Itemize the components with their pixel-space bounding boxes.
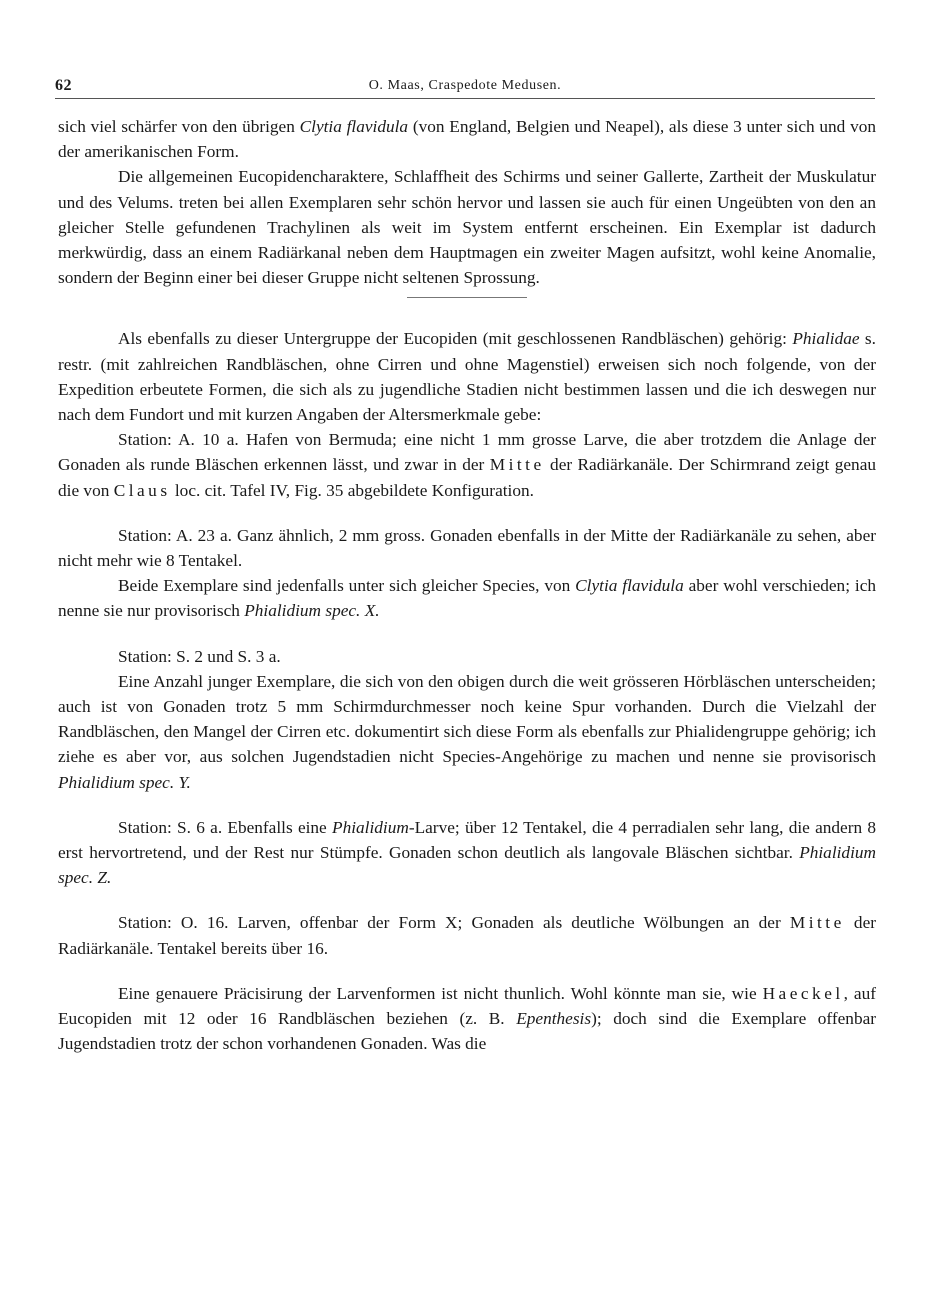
text-run: der Radiärkanäle. Der Schirmrand zeigt genau die von: [58, 455, 877, 500]
paragraph-3: [58, 326, 876, 427]
text-run: loc. cit. Tafel IV, Fig. 35 abgebildete Konfiguration.: [170, 480, 534, 500]
text-run: Eine Anzahl junger Exemplare, die sich von den obigen durch die weit grösseren Hörbläschen unterscheiden; auch ist von Gonaden trotz 5 mm Schirmdurchmesser noch keine Spur vorhanden. Durch die Vielzahl der Randbläschen, den Mangel der Cirren etc. dokumentirt sich diese Form als ebenfalls zur Phialidengruppe gehörig; ich ziehe es aber vor, aus solchen Jugendstadien nicht Species-Angehörige zu machen und nenne sie provisorisch: [58, 671, 876, 767]
spaced-emphasis: Mitte: [789, 913, 845, 933]
paragraph-4: [58, 427, 876, 503]
paragraph-2: Die allgemeinen Eucopidencharaktere, Schlaffheit des Schirms und seiner Gallerte, Zartheit der Muskulatur und des Velums. treten bei allen Exemplaren sehr schön hervor und lassen sie auch für einen Ungeübten von den an gleicher Stelle gefundenen Trachylinen als weit im System entfernt erscheinen. Ein Exemplar ist dadurch merkwürdig, dass an einem Radiärkanal neben dem Hauptmagen ein zweiter Magen aufsitzt, wohl keine Anomalie, sondern der Beginn einer bei dieser Gruppe nicht seltenen Sprossung.: [58, 167, 876, 288]
paragraph-6: [58, 573, 876, 623]
text-run: s. restr. (mit zahlreichen Randbläschen, ohne Cirren und ohne Magenstiel) erweisen sich noch folgende, von der Expedition erbeutete Formen, die sich als zu jugendliche Stadien nicht bestimmen lassen und die ich deswegen nur nach dem Fundort und mit kurzen Angaben der Altersmerkmale gebe:: [58, 329, 876, 425]
page-header: [55, 77, 875, 97]
species-name: Clytia flavidula: [575, 576, 684, 596]
paragraph-5: Station: A. 23 a. Ganz ähnlich, 2 mm gross. Gonaden ebenfalls in der Mitte der Radiärkanäle zu sehen, aber nicht mehr wie 8 Tentakel.: [58, 525, 876, 571]
text-run: sich viel schärfer von den übrigen: [58, 117, 300, 136]
header-rule: [55, 98, 875, 99]
genus-name: Epenthesis: [516, 1009, 592, 1029]
text-run: ); doch sind die Exemplare offenbar Jugendstadien trotz der schon vorhandenen Gonaden. Was die: [58, 1009, 877, 1054]
body-text: [58, 114, 876, 1057]
paragraph-8: [58, 669, 876, 795]
species-name: Phialidium spec. Y.: [58, 772, 191, 792]
text-run: aber wohl verschieden; ich nenne sie nur provisorisch: [58, 576, 877, 621]
section-divider: [407, 297, 527, 298]
page-number: 62: [55, 77, 72, 94]
genus-name: Phialidium: [332, 817, 409, 837]
text-run: Station: O. 16. Larven, offenbar der Form X; Gonaden als deutliche Wölbungen an der: [118, 913, 790, 933]
species-name: Clytia flavidula: [299, 117, 409, 136]
text-run: der Radiärkanäle. Tentakel bereits über 16.: [58, 913, 876, 958]
text-run: , auf Eucopiden mit 12 oder 16 Randbläschen beziehen (z. B.: [58, 983, 876, 1029]
species-name: Phialidium spec. Z.: [58, 843, 876, 888]
text-run: Eine genauere Präcisirung der Larvenformen ist nicht thunlich. Wohl könnte man sie, wie: [118, 983, 763, 1003]
species-name: Phialidium spec. X.: [244, 601, 380, 621]
text-run: Station: A. 10 a. Hafen von Bermuda; eine nicht 1 mm grosse Larve, die aber trotzdem die Anlage der Gonaden als runde Bläschen erkennen lässt, und zwar in der: [58, 430, 876, 475]
text-run: Als ebenfalls zu dieser Untergruppe der Eucopiden (mit geschlossenen Randbläschen) gehörig:: [118, 329, 793, 349]
text-run: Station: S. 6 a. Ebenfalls eine: [118, 817, 333, 837]
paragraph-10: [58, 910, 876, 960]
spaced-emphasis: Mitte: [489, 455, 545, 475]
paragraph-9: [58, 815, 876, 891]
author-name: Claus: [113, 480, 171, 500]
family-name: Phialidae: [792, 329, 860, 349]
paragraph-1: [58, 114, 876, 164]
text-run: Beide Exemplare sind jedenfalls unter sich gleicher Species, von: [118, 576, 576, 596]
author-name: Haeckel: [762, 983, 844, 1003]
paragraph-11: [58, 981, 876, 1057]
running-head: O. Maas, Craspedote Medusen.: [368, 78, 562, 93]
text-run: -Larve; über 12 Tentakel, die 4 perradialen sehr lang, die andern 8 erst hervortretend, und der Rest nur Stümpfe. Gonaden schon deutlich als langovale Bläschen sichtbar.: [58, 817, 877, 863]
paragraph-7: Station: S. 2 und S. 3 a.: [118, 646, 281, 666]
text-run: (von England, Belgien und Neapel), als diese 3 unter sich und von der amerikanischen Form.: [58, 117, 877, 162]
